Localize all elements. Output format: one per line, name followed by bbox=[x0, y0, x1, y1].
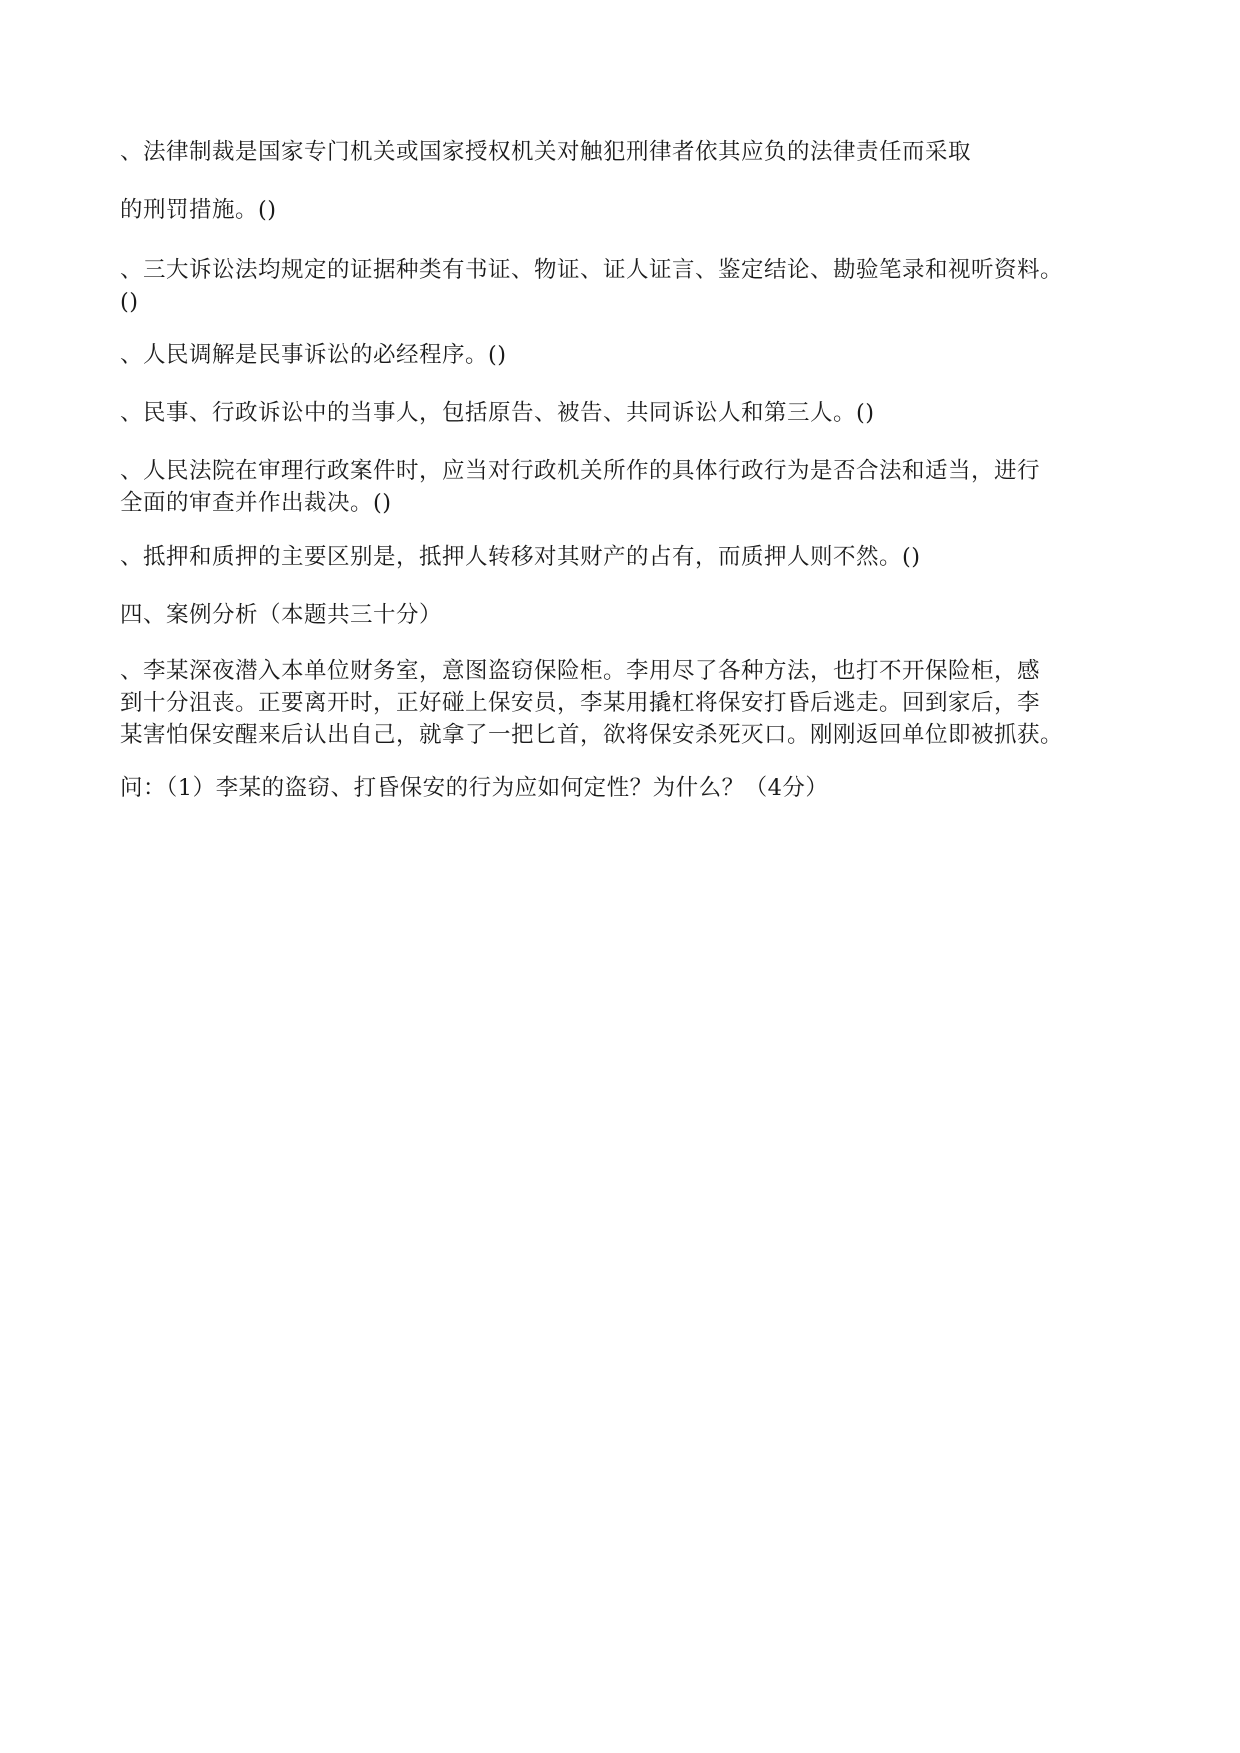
text-line: 的刑罚措施。() bbox=[120, 197, 277, 223]
text-line: 、三大诉讼法均规定的证据种类有书证、物证、证人证言、鉴定结论、勘验笔录和视听资料。 bbox=[120, 257, 1064, 283]
judgment-item-litigants bbox=[120, 397, 1120, 429]
text-line: 、抵押和质押的主要区别是，抵押人转移对其财产的占有，而质押人则不然。() bbox=[120, 544, 921, 570]
text-line: 、李某深夜潜入本单位财务室，意图盗窃保险柜。李用尽了各种方法，也打不开保险柜，感 bbox=[120, 658, 1041, 684]
section-heading-case-analysis bbox=[120, 599, 1120, 631]
judgment-item-administrative-review bbox=[120, 455, 1120, 519]
text-line: 、人民法院在审理行政案件时，应当对行政机关所作的具体行政行为是否合法和适当，进行 bbox=[120, 458, 1041, 484]
text-line: 全面的审查并作出裁决。() bbox=[120, 490, 392, 516]
text-line: () bbox=[120, 289, 139, 315]
text-line: 、民事、行政诉讼中的当事人，包括原告、被告、共同诉讼人和第三人。() bbox=[120, 400, 875, 426]
text-line: 四、案例分析（本题共三十分） bbox=[120, 602, 443, 628]
judgment-item-mortgage-pledge bbox=[120, 541, 1120, 573]
judgment-item-legal-sanction bbox=[120, 136, 1120, 168]
text-line: 某害怕保安醒来后认出自己，就拿了一把匕首，欲将保安杀死灭口。刚刚返回单位即被抓获。 bbox=[120, 722, 1064, 748]
text-line: 、人民调解是民事诉讼的必经程序。() bbox=[120, 342, 507, 368]
judgment-item-legal-sanction-continued bbox=[120, 194, 1120, 226]
judgment-item-people-mediation bbox=[120, 339, 1120, 371]
case-description bbox=[120, 655, 1120, 751]
text-line: 问：（1）李某的盗窃、打昏保安的行为应如何定性？为什么？（4分） bbox=[120, 775, 829, 801]
text-line: 到十分沮丧。正要离开时，正好碰上保安员，李某用撬杠将保安打昏后逃走。回到家后，李 bbox=[120, 690, 1041, 716]
case-question-1 bbox=[120, 772, 1120, 804]
text-line: 、法律制裁是国家专门机关或国家授权机关对触犯刑律者依其应负的法律责任而采取 bbox=[120, 139, 972, 165]
judgment-item-evidence-types bbox=[120, 254, 1120, 318]
